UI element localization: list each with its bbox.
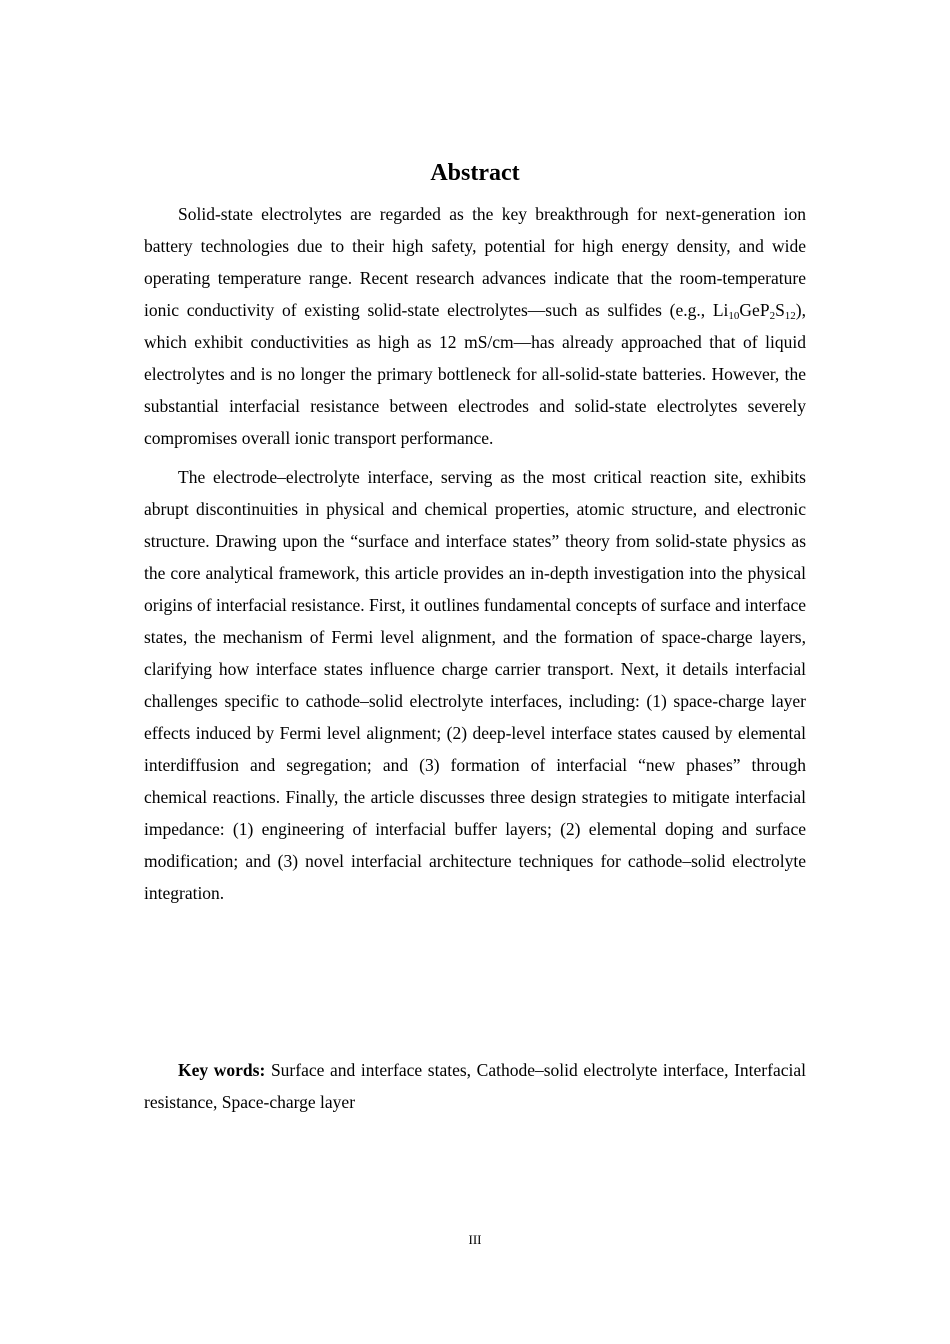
abstract-title: Abstract: [430, 160, 520, 186]
page-number: III: [468, 1232, 482, 1247]
subscript-p-count: 2: [769, 310, 776, 322]
paragraph-1-text-b: GeP: [739, 300, 770, 320]
paragraph-1-text-c: S: [775, 300, 785, 320]
keywords: [144, 1054, 806, 1118]
keywords-text: Surface and interface states, Cathode–solid electrolyte interface, Interfacial resistance, Space-charge layer: [144, 1060, 806, 1112]
paragraph-1-text-a: Solid-state electrolytes are regarded as the key breakthrough for next-generation ion battery technologies due to their high safety, potential for high energy density, and wide operating temperature range. Recent research advances indicate that the room-temperature ionic conductivity of existing solid-state electrolytes—such as sulfides (e.g., Li: [144, 204, 806, 320]
subscript-li-count: 10: [728, 310, 740, 322]
abstract-paragraph-2: The electrode–electrolyte interface, serving as the most critical reaction site, exhibits abrupt discontinuities in physical and chemical properties, atomic structure, and electronic structure. Drawing upon the “surface and interface states” theory from solid-state physics as the core analytical framework, this article provides an in-depth investigation into the physical origins of interfacial resistance. First, it outlines fundamental concepts of surface and interface states, the mechanism of Fermi level alignment, and the formation of space-charge layers, clarifying how interface states influence charge carrier transport. Next, it details interfacial challenges specific to cathode–solid electrolyte interfaces, including: (1) space-charge layer effects induced by Fermi level alignment; (2) deep-level interface states caused by elemental interdiffusion and segregation; and (3) formation of interfacial “new phases” through chemical reactions. Finally, the article discusses three design strategies to mitigate interfacial impedance: (1) engineering of interfacial buffer layers; (2) elemental doping and surface modification; and (3) novel interfacial architecture techniques for cathode–solid electrolyte integration.: [144, 467, 806, 903]
abstract-body: [144, 198, 806, 909]
paragraph-1-text-d: ), which exhibit conductivities as high as 12 mS/cm—has already approached that of liquid electrolytes and is no longer the primary bottleneck for all-solid-state batteries. However, the substantial interfacial resistance between electrodes and solid-state electrolytes severely compromises overall ionic transport performance.: [144, 300, 806, 448]
keywords-label: Key words:: [178, 1060, 266, 1080]
subscript-s-count: 12: [784, 310, 796, 322]
abstract-paragraph-1: [144, 198, 806, 454]
